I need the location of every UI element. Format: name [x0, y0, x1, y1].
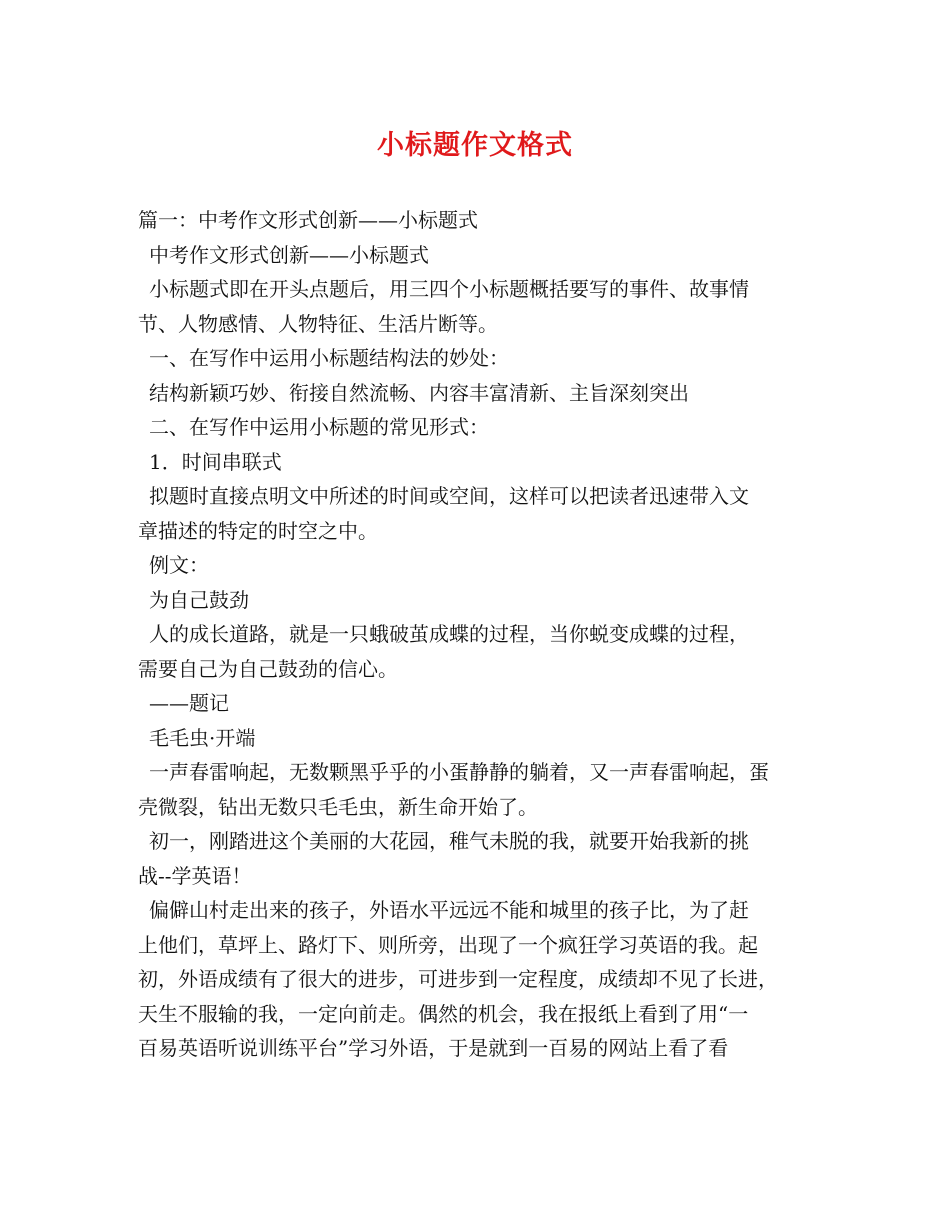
text-line: 小标题式即在开头点题后，用三四个小标题概括要写的事件、故事情	[149, 277, 749, 301]
text-line: 结构新颖巧妙、衔接自然流畅、内容丰富清新、主旨深刻突出	[149, 380, 689, 405]
text-line: 毛毛虫·开端	[149, 725, 256, 750]
text-line: 初一，刚踏进这个美丽的大花园，稚气未脱的我，就要开始我新的挑	[149, 829, 749, 853]
text-line: 战--学英语！	[138, 863, 252, 888]
text-line: 例文：	[149, 553, 209, 577]
text-line: 上他们，草坪上、路灯下、则所旁，出现了一个疯狂学习英语的我。起	[138, 932, 758, 957]
text-line: 人的成长道路，就是一只蛾破茧成蝶的过程，当你蜕变成蝶的过程，	[149, 622, 749, 646]
text-line: 壳微裂，钻出无数只毛毛虫，新生命开始了。	[138, 794, 538, 819]
text-line: 中考作文形式创新——小标题式	[149, 242, 429, 267]
text-line: 二、在写作中运用小标题的常见形式：	[149, 415, 489, 439]
text-line: 1．时间串联式	[149, 449, 282, 474]
text-line: 初，外语成绩有了很大的进步，可进步到一定程度，成绩却不见了长进，	[138, 967, 778, 991]
text-line: 天生不服输的我，一定向前走。偶然的机会，我在报纸上看到了用“一	[138, 1001, 749, 1026]
text-line: 一声春雷响起，无数颗黑乎乎的小蛋静静的躺着，又一声春雷响起，蛋	[149, 760, 769, 784]
text-line: 章描述的特定的时空之中。	[138, 518, 378, 543]
text-line: 为自己鼓劲	[149, 587, 249, 612]
text-line: 一、在写作中运用小标题结构法的妙处：	[149, 346, 509, 370]
text-line: 拟题时直接点明文中所述的时间或空间，这样可以把读者迅速带入文	[149, 484, 749, 508]
text-line: ——题记	[149, 691, 229, 715]
text-line: 需要自己为自己鼓劲的信心。	[138, 656, 398, 681]
text-line: 节、人物感情、人物特征、生活片断等。	[138, 311, 498, 336]
text-line: 百易英语听说训练平台”学习外语，于是就到一百易的网站上看了看	[138, 1036, 729, 1060]
text-line: 篇一：中考作文形式创新——小标题式	[138, 208, 478, 232]
document-title: 小标题作文格式	[377, 130, 573, 161]
document-body	[138, 203, 818, 1066]
text-line: 偏僻山村走出来的孩子，外语水平远远不能和城里的孩子比，为了赶	[149, 898, 749, 922]
